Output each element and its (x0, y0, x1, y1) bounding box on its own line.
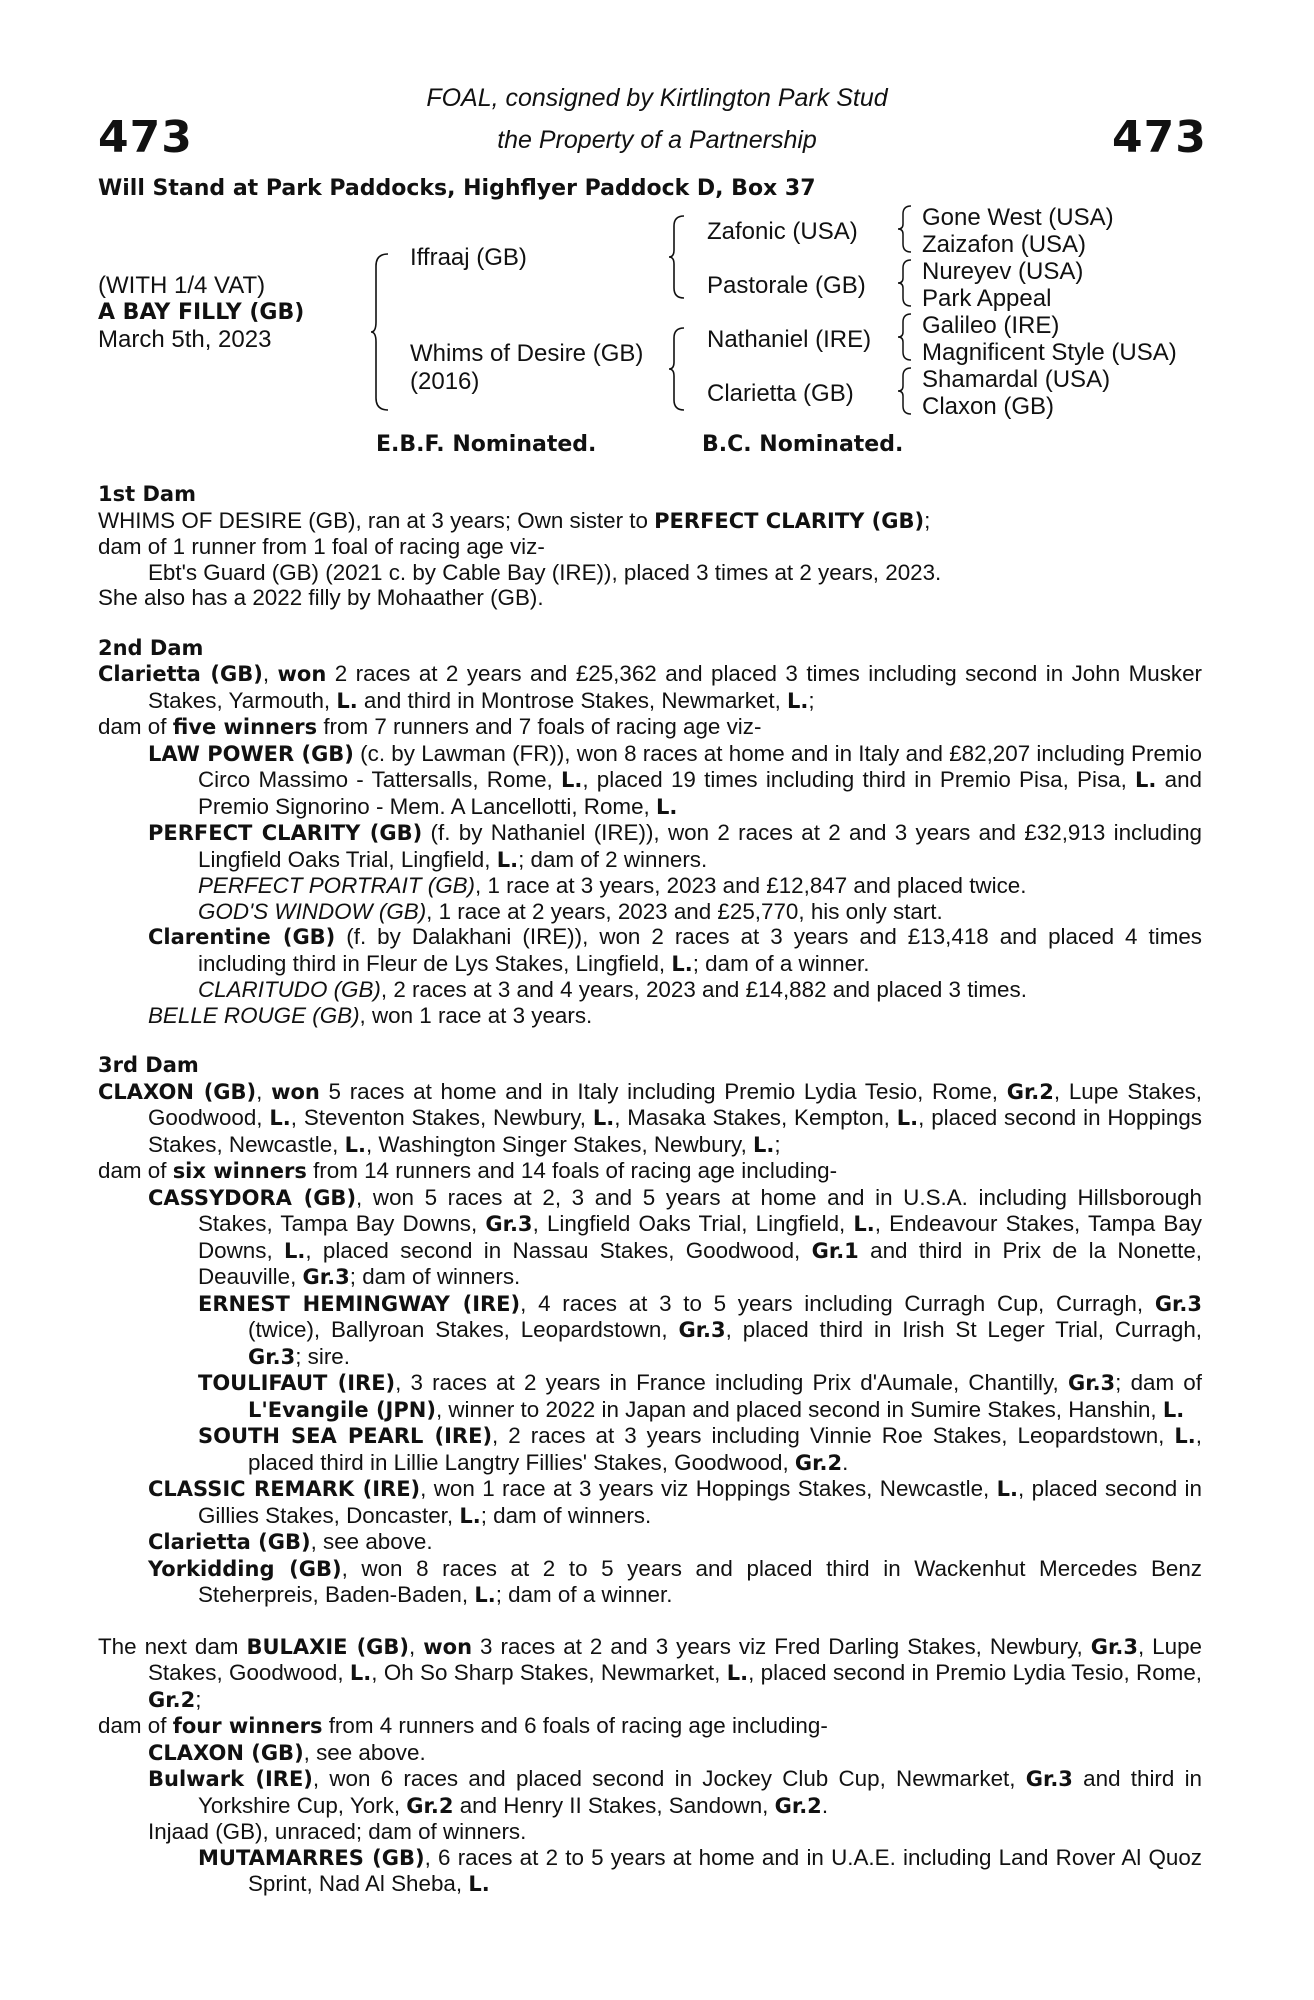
lot-number-right: 473 (1112, 112, 1207, 163)
ebf-nomination: E.B.F. Nominated. (376, 432, 597, 457)
pedigree-brace-zafonic (897, 204, 915, 254)
consignor-line: FOAL, consigned by Kirtlington Park Stud (426, 84, 888, 112)
produce-entry: PERFECT PORTRAIT (GB), 1 race at 3 years, 2023 and £12,847 and placed twice. (198, 873, 1027, 898)
section-heading: 2nd Dam (98, 635, 204, 660)
first-dam-produce-line: dam of 1 runner from 1 foal of racing age viz- (98, 534, 545, 559)
section-heading: 3rd Dam (98, 1053, 199, 1077)
ancestor-nureyev: Nureyev (USA) (922, 258, 1084, 285)
bc-nomination: B.C. Nominated. (702, 432, 904, 457)
ancestor-galileo: Galileo (IRE) (922, 312, 1060, 339)
second-dam-produce-line: dam of five winners from 7 runners and 7 foals of racing age viz- (98, 714, 762, 739)
sire-dam: Pastorale (GB) (707, 272, 866, 299)
pedigree-brace-nathaniel (897, 312, 915, 362)
lot-number-left: 473 (98, 112, 193, 163)
produce-entry: BELLE ROUGE (GB), won 1 race at 3 years. (148, 1002, 593, 1028)
produce-entry: TOULIFAUT (IRE), 3 races at 2 years in France including Prix d'Aumale, Chantilly, Gr.3; dam of L'Evangile (JPN), winner to 2022 in Japan and placed second in Sumire Stakes, Hanshin, L. (198, 1370, 1202, 1422)
third-dam-produce-line: dam of six winners from 14 runners and 14 foals of racing age including- (98, 1158, 838, 1183)
sire-sire: Zafonic (USA) (707, 218, 858, 245)
produce-entry: Clarentine (GB) (f. by Dalakhani (IRE)), won 2 races at 3 years and £13,418 and placed 4 times including third in Fleur de Lys Stakes, Lingfield, L.; dam of a winner. (148, 924, 1203, 976)
sire: Iffraaj (GB) (410, 244, 527, 271)
produce-entry: CLASSIC REMARK (IRE), won 1 race at 3 years viz Hoppings Stakes, Newcastle, L., placed second in Gillies Stakes, Doncaster, L.; dam of winners. (148, 1476, 1202, 1528)
produce-entry: MUTAMARRES (GB), 6 races at 2 to 5 years at home and in U.A.E. including Land Rover Al Quoz Sprint, Nad Al Sheba, L. (198, 1844, 1202, 1896)
pedigree-brace-sire (668, 214, 688, 300)
produce-note: She also has a 2022 filly by Mohaather (GB). (98, 585, 544, 610)
pedigree-brace-main (370, 252, 392, 412)
second-dam-paragraph: Clarietta (GB), won 2 races at 2 years and £25,362 and placed 3 times including second in John Musker Stakes, Yarmouth, L. and third in Montrose Stakes, Newmarket, L.; (98, 661, 1202, 713)
horse-name: A BAY FILLY (GB) (98, 300, 305, 325)
date-of-birth: March 5th, 2023 (98, 326, 272, 353)
ancestor-magnificent-style: Magnificent Style (USA) (922, 339, 1177, 366)
ancestor-claxon: Claxon (GB) (922, 393, 1055, 420)
next-dam-produce-line: dam of four winners from 4 runners and 6 foals of racing age including- (98, 1713, 828, 1738)
dam: Whims of Desire (GB) (410, 340, 644, 367)
next-dam-paragraph: The next dam BULAXIE (GB), won 3 races at 2 and 3 years viz Fred Darling Stakes, Newbury, Gr.3, Lupe Stakes, Goodwood, L., Oh So Sharp Stakes, Newmarket, L., placed second in Premio Lydia Tesio, Rome, Gr.2; (98, 1633, 1203, 1712)
section-heading: 1st Dam (98, 482, 196, 506)
catalogue-text (98, 482, 1202, 1898)
third-dam-paragraph: CLAXON (GB), won 5 races at home and in Italy including Premio Lydia Tesio, Rome, Gr.2, Lupe Stakes, Goodwood, L., Steventon Stakes, Newbury, L., Masaka Stakes, Kempton, L., placed second in Hoppings Stakes, Newcastle, L., Washington Singer Stakes, Newbury, L.; (98, 1078, 1203, 1157)
first-dam-paragraph: WHIMS OF DESIRE (GB), ran at 3 years; Own sister to PERFECT CLARITY (GB); (98, 507, 931, 533)
produce-entry: Yorkidding (GB), won 8 races at 2 to 5 years and placed third in Wackenhut Mercedes Benz Steherpreis, Baden-Baden, L.; dam of a winner. (148, 1555, 1202, 1607)
dam-dam: Clarietta (GB) (707, 380, 854, 407)
produce-entry: CLARITUDO (GB), 2 races at 3 and 4 years, 2023 and £14,882 and placed 3 times. (198, 977, 1027, 1002)
ancestor-park-appeal: Park Appeal (922, 285, 1052, 312)
dam-year: (2016) (410, 368, 480, 395)
pedigree-brace-pastorale (897, 258, 915, 308)
dam-sire: Nathaniel (IRE) (707, 326, 872, 353)
stand-location: Will Stand at Park Paddocks, Highflyer Paddock D, Box 37 (98, 176, 816, 201)
produce-entry: GOD'S WINDOW (GB), 1 race at 2 years, 2023 and £25,770, his only start. (198, 898, 943, 924)
produce-entry: PERFECT CLARITY (GB) (f. by Nathaniel (IRE)), won 2 races at 2 and 3 years and £32,913 including Lingfield Oaks Trial, Lingfield, L.; dam of 2 winners. (148, 820, 1202, 872)
produce-entry: ERNEST HEMINGWAY (IRE), 4 races at 3 to 5 years including Curragh Cup, Curragh, Gr.3 (twice), Ballyroan Stakes, Leopardstown, Gr.3, placed third in Irish St Leger Trial, Curragh, Gr.3; sire. (198, 1290, 1203, 1369)
produce-entry: Ebt's Guard (GB) (2021 c. by Cable Bay (IRE)), placed 3 times at 2 years, 2023. (148, 559, 942, 585)
pedigree-brace-dam (668, 326, 688, 412)
produce-entry: CLAXON (GB), see above. (148, 1739, 426, 1765)
produce-entry: Clarietta (GB), see above. (148, 1529, 433, 1554)
produce-entry: Injaad (GB), unraced; dam of winners. (148, 1819, 527, 1844)
ancestor-shamardal: Shamardal (USA) (922, 366, 1111, 393)
produce-entry: LAW POWER (GB) (c. by Lawman (FR)), won 8 races at home and in Italy and £82,207 including Premio Circo Massimo - Tattersalls, Rome, L., placed 19 times including third in Premio Pisa, Pisa, L. and Premio Signorino - Mem. A Lancellotti, Rome, L. (148, 740, 1202, 819)
vat-note: (WITH 1/4 VAT) (98, 272, 266, 299)
produce-entry: Bulwark (IRE), won 6 races and placed second in Jockey Club Cup, Newmarket, Gr.3 and third in Yorkshire Cup, York, Gr.2 and Henry II Stakes, Sandown, Gr.2. (148, 1766, 1202, 1818)
produce-entry: CASSYDORA (GB), won 5 races at 2, 3 and 5 years at home and in U.S.A. including Hillsborough Stakes, Tampa Bay Downs, Gr.3, Lingfield Oaks Trial, Lingfield, L., Endeavour Stakes, Tampa Bay Downs, L., placed second in Nassau Stakes, Goodwood, Gr.1 and third in Prix de la Nonette, Deauville, Gr.3; dam of winners. (148, 1184, 1202, 1289)
property-line: the Property of a Partnership (497, 126, 817, 154)
produce-entry: SOUTH SEA PEARL (IRE), 2 races at 3 years including Vinnie Roe Stakes, Leopardstown, L., placed third in Lillie Langtry Fillies' Stakes, Goodwood, Gr.2. (198, 1423, 1202, 1475)
pedigree-brace-clarietta (897, 366, 915, 416)
ancestor-zaizafon: Zaizafon (USA) (922, 231, 1087, 258)
ancestor-gone-west: Gone West (USA) (922, 204, 1114, 231)
